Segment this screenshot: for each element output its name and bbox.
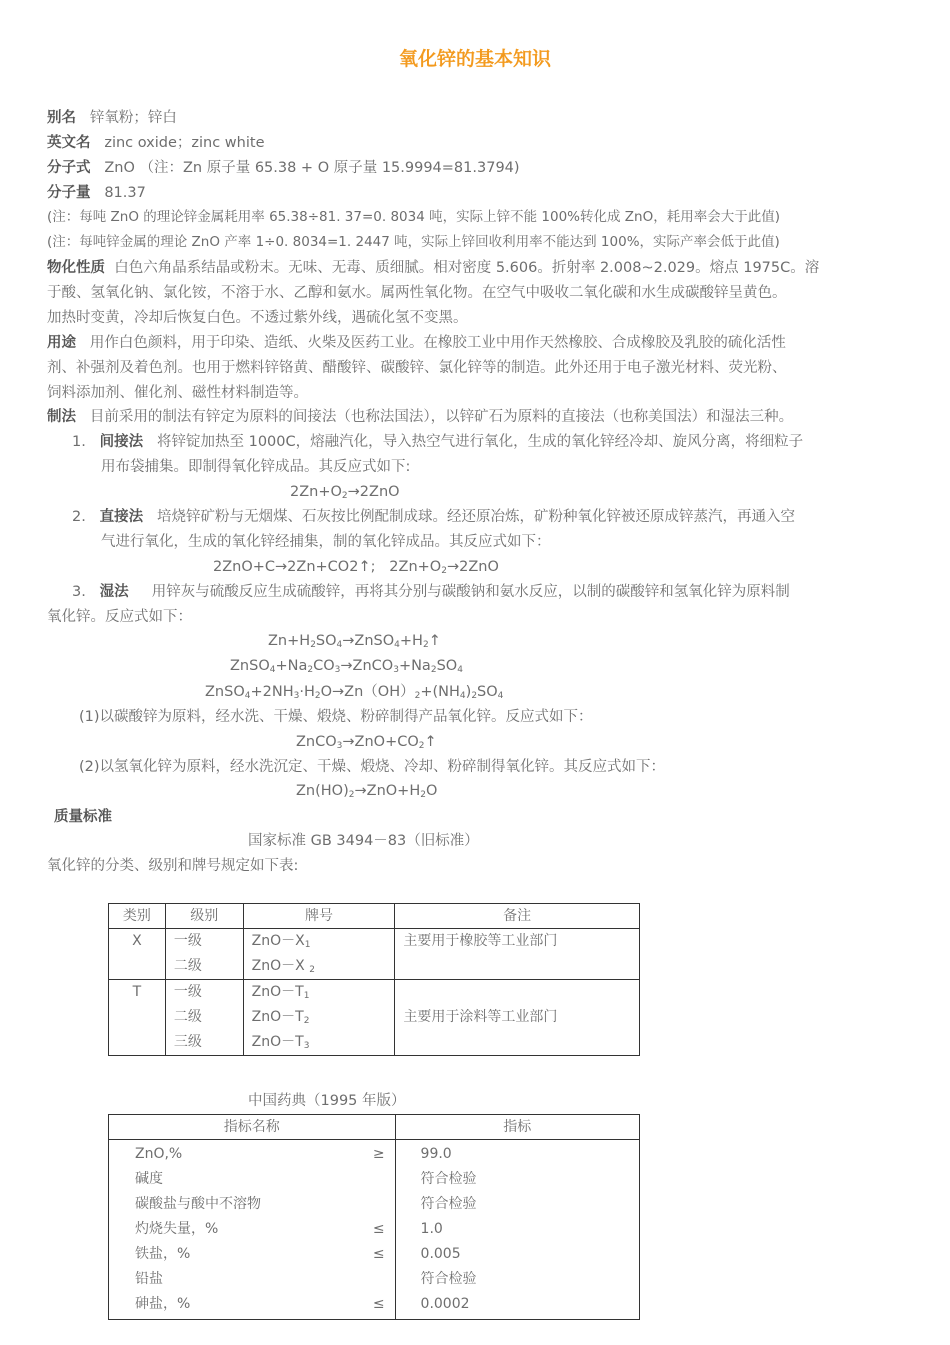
grade-cell: 一级 bbox=[173, 933, 202, 949]
methods-intro-row bbox=[47, 408, 793, 426]
category-x: X bbox=[132, 933, 142, 949]
index-row bbox=[135, 1292, 385, 1317]
method-1-line-1 bbox=[72, 433, 803, 451]
classification-intro: 氧化锌的分类、级别和牌号规定如下表: bbox=[47, 858, 299, 874]
index-operator: ≤ bbox=[372, 1221, 385, 1237]
method-2-label: 直接法 bbox=[99, 509, 144, 525]
national-standard: 国家标准 GB 3494－83（旧标准） bbox=[248, 833, 479, 849]
equation-wet-2: $ZnSO_4+Na_2CO_3\to ZnCO_3+Na_2SO_4$ bbox=[230, 658, 463, 675]
methods-intro: 目前采用的制法有锌定为原料的间接法（也称法国法），以锌矿石为原料的直接法（也称美国法）和湿法三种。 bbox=[89, 409, 794, 425]
index-row bbox=[135, 1192, 385, 1217]
alias-value: 锌氧粉；锌白 bbox=[89, 110, 177, 126]
method-2-line-1 bbox=[72, 508, 795, 526]
wet-route-2: (2)以氢氧化锌为原料，经水洗沉定、干燥、煅烧、冷却、粉碎制得氧化锌。其反应式如下： bbox=[79, 759, 666, 775]
classification-table bbox=[108, 903, 640, 1056]
grade-cell: 一级 bbox=[173, 984, 202, 1000]
uses-line-3: 饲料添加剂、催化剂、磁性材料制造等。 bbox=[47, 385, 308, 401]
index-operator: ≤ bbox=[372, 1246, 385, 1262]
equation-wet-1: $Zn+H_2SO_4\to ZnSO_4+H_2↑$ bbox=[268, 633, 441, 650]
methods-label: 制法 bbox=[47, 409, 76, 425]
grade-cell: 二级 bbox=[173, 1009, 202, 1025]
index-row bbox=[135, 1142, 385, 1167]
molecular-weight-label: 分子量 bbox=[47, 185, 91, 201]
header-remark: 备注 bbox=[395, 904, 640, 929]
method-1-number: 1. bbox=[72, 434, 86, 450]
index-name: ZnO,% bbox=[135, 1146, 183, 1162]
index-value: 符合检验 bbox=[420, 1271, 477, 1287]
classification-header-row bbox=[109, 904, 640, 929]
grade-cell: 三级 bbox=[173, 1034, 202, 1050]
method-1-line-2: 用布袋捕集。即制得氧化锌成品。其反应式如下: bbox=[101, 459, 411, 475]
pharmacopoeia-table bbox=[108, 1114, 640, 1320]
method-3-line-2: 氧化锌。反应式如下： bbox=[47, 609, 192, 625]
alias-row bbox=[47, 109, 177, 127]
index-value: 符合检验 bbox=[420, 1171, 477, 1187]
equation-indirect: $2Zn+O_2\to 2ZnO$ bbox=[290, 484, 400, 501]
header-index-name: 指标名称 bbox=[109, 1115, 396, 1140]
pharmacopoeia-title: 中国药典（1995 年版） bbox=[248, 1093, 406, 1109]
index-row bbox=[135, 1167, 385, 1192]
properties-line-2: 于酸、氢氧化钠、氯化铵，不溶于水、乙醇和氨水。属两性氧化物。在空气中吸收二氧化碳和水生成碳酸锌呈黄色。 bbox=[47, 285, 787, 301]
index-name: 铅盐 bbox=[135, 1271, 163, 1287]
index-value: 99.0 bbox=[420, 1146, 452, 1162]
method-3-line-1 bbox=[72, 583, 790, 601]
properties-text-1: 白色六角晶系结晶或粉末。无味、无毒、质细腻。相对密度 5.606。折射率 2.008~2.029。熔点 1975C。溶 bbox=[114, 260, 820, 276]
table-row bbox=[109, 1140, 640, 1320]
index-row bbox=[135, 1217, 385, 1242]
method-2-text-1: 培烧锌矿粉与无烟煤、石灰按比例配制成球。经还原冶炼，矿粉种氧化锌被还原成锌蒸汽，再通入空 bbox=[157, 509, 795, 525]
index-row bbox=[135, 1267, 385, 1292]
remark-cell: 主要用于涂料等工业部门 bbox=[403, 1009, 558, 1025]
method-1-text-1: 将锌锭加热至 1000C，熔融汽化，导入热空气进行氧化，生成的氧化锌经冷却、旋风分离，将细粒子 bbox=[157, 434, 804, 450]
category-t: T bbox=[132, 984, 142, 1000]
brand-cell: $ZnO-T_2$ bbox=[251, 1009, 310, 1026]
uses-line-1 bbox=[47, 334, 786, 352]
index-name: 碳酸盐与酸中不溶物 bbox=[135, 1196, 261, 1212]
equation-hydroxide: $Zn(HO)_2\to ZnO+H_2O$ bbox=[296, 783, 438, 800]
document-title: 氧化锌的基本知识 bbox=[398, 48, 551, 70]
method-3-label: 湿法 bbox=[99, 584, 129, 600]
note-yield: (注：每吨锌金属的理论 ZnO 产率 1÷0. 8034=1. 2447 吨，实际上锌回收利用率不能达到 100%，实际产率会低于此值) bbox=[47, 234, 780, 250]
uses-text-1: 用作白色颜料，用于印染、造纸、火柴及医药工业。在橡胶工业中用作天然橡胶、合成橡胶及乳胶的硫化活性 bbox=[89, 335, 786, 351]
method-3-text-1: 用锌灰与硫酸反应生成硫酸锌，再将其分别与碳酸钠和氨水反应，以制的碳酸锌和氢氧化锌为原料制 bbox=[151, 584, 790, 600]
formula-label: 分子式 bbox=[47, 160, 91, 176]
method-1-label: 间接法 bbox=[99, 434, 144, 450]
index-name: 砷盐，% bbox=[135, 1296, 191, 1312]
wet-route-1: (1)以碳酸锌为原料，经水洗、干燥、煅烧、粉碎制得产品氧化锌。反应式如下： bbox=[79, 709, 593, 725]
brand-cell: ZnO－X $_2$ bbox=[251, 958, 315, 975]
brand-cell: $ZnO-T_3$ bbox=[251, 1034, 310, 1051]
equation-carbonate: $ZnCO_3\to ZnO+CO_2↑$ bbox=[296, 734, 437, 751]
method-2-line-2: 气进行氧化，生成的氧化锌经捕集，制的氧化锌成品。其反应式如下： bbox=[101, 534, 551, 550]
uses-label: 用途 bbox=[47, 335, 76, 351]
brand-cell: $ZnO-T_1$ bbox=[251, 984, 310, 1001]
formula-value: ZnO （注：Zn 原子量 65.38 + O 原子量 15.9994=81.3794) bbox=[104, 160, 520, 176]
molecular-weight-value: 81.37 bbox=[104, 185, 146, 201]
alias-label: 别名 bbox=[47, 110, 76, 126]
index-value: 符合检验 bbox=[420, 1196, 477, 1212]
table-row bbox=[109, 929, 640, 980]
header-index-value: 指标 bbox=[395, 1115, 639, 1140]
method-2-number: 2. bbox=[72, 509, 86, 525]
formula-row bbox=[47, 159, 520, 177]
note-consumption: (注：每吨 ZnO 的理论锌金属耗用率 65.38÷81. 37=0. 8034 吨，实际上锌不能 100%转化成 ZnO，耗用率会大于此值) bbox=[47, 209, 780, 225]
index-operator: ≥ bbox=[372, 1146, 385, 1162]
uses-line-2: 剂、补强剂及着色剂。也用于燃料锌铬黄、醋酸锌、碳酸锌、氯化锌等的制造。此外还用于电子激光材料、荧光粉、 bbox=[47, 360, 787, 376]
remark-cell: 主要用于橡胶等工业部门 bbox=[403, 933, 558, 949]
properties-line-1 bbox=[47, 259, 819, 277]
header-category: 类别 bbox=[109, 904, 166, 929]
equation-wet-3: $ZnSO_4+2NH_3\cdot H_2O\to Zn(OH)_2+(NH_4)_2SO_4$ bbox=[205, 684, 504, 701]
index-name: 铁盐，% bbox=[135, 1246, 191, 1262]
index-value: 1.0 bbox=[420, 1221, 443, 1237]
header-brand: 牌号 bbox=[243, 904, 395, 929]
equation-direct: 2ZnO+C→2Zn+CO2↑; $2Zn+O_2\to 2ZnO$ bbox=[213, 559, 499, 576]
index-name: 灼烧失量，% bbox=[135, 1221, 219, 1237]
brand-cell: $ZnO-X_1$ bbox=[251, 933, 311, 950]
properties-line-3: 加热时变黄，冷却后恢复白色。不透过紫外线，遇硫化氢不变黑。 bbox=[47, 310, 468, 326]
header-grade: 级别 bbox=[165, 904, 243, 929]
index-name: 碱度 bbox=[135, 1171, 163, 1187]
english-name-label: 英文名 bbox=[47, 135, 91, 151]
table-row bbox=[109, 980, 640, 1056]
quality-label: 质量标准 bbox=[54, 809, 112, 825]
english-name-value: zinc oxide；zinc white bbox=[104, 135, 265, 151]
molecular-weight-row bbox=[47, 184, 146, 202]
method-3-number: 3. bbox=[72, 584, 86, 600]
pharmacopoeia-header-row bbox=[109, 1115, 640, 1140]
english-name-row bbox=[47, 134, 265, 152]
index-value: 0.0002 bbox=[420, 1296, 470, 1312]
grade-cell: 二级 bbox=[173, 958, 202, 974]
properties-label: 物化性质 bbox=[47, 260, 105, 276]
index-operator: ≤ bbox=[372, 1296, 385, 1312]
index-value: 0.005 bbox=[420, 1246, 461, 1262]
index-row bbox=[135, 1242, 385, 1267]
